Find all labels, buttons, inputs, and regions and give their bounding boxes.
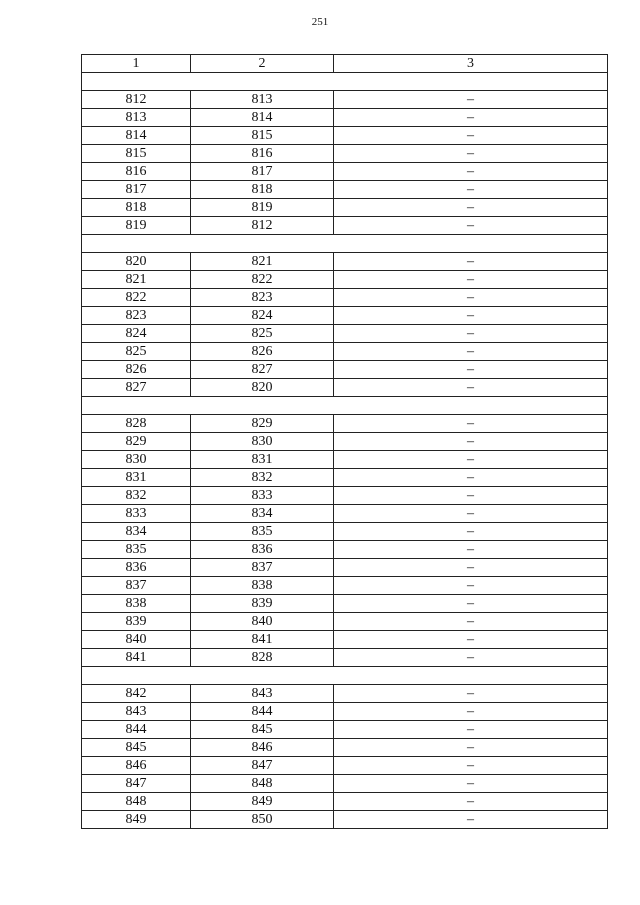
table-cell: 831 — [191, 451, 334, 469]
table-cell: – — [334, 217, 608, 235]
table-cell: 837 — [191, 559, 334, 577]
table-cell: 827 — [191, 361, 334, 379]
table-cell: 819 — [82, 217, 191, 235]
table-cell: – — [334, 289, 608, 307]
table-cell: 835 — [82, 541, 191, 559]
table-cell: 833 — [82, 505, 191, 523]
table-cell: – — [334, 325, 608, 343]
table-row — [82, 541, 608, 559]
data-table — [81, 54, 608, 829]
table-cell: – — [334, 757, 608, 775]
table-cell: 849 — [82, 811, 191, 829]
table-cell: 841 — [82, 649, 191, 667]
table-cell: 820 — [82, 253, 191, 271]
table-cell: 831 — [82, 469, 191, 487]
table-cell: 824 — [82, 325, 191, 343]
table-cell: 842 — [82, 685, 191, 703]
table-cell: – — [334, 181, 608, 199]
table-row — [82, 361, 608, 379]
table-cell: – — [334, 775, 608, 793]
table-cell: 829 — [191, 415, 334, 433]
table-cell: 817 — [191, 163, 334, 181]
group-separator-cell — [82, 397, 608, 415]
table-row — [82, 721, 608, 739]
table-row — [82, 109, 608, 127]
table-row — [82, 433, 608, 451]
table-cell: – — [334, 811, 608, 829]
table-row — [82, 523, 608, 541]
table-cell: 815 — [82, 145, 191, 163]
table-cell: 818 — [82, 199, 191, 217]
table-cell: – — [334, 307, 608, 325]
table-row — [82, 91, 608, 109]
table-row — [82, 757, 608, 775]
table-cell: – — [334, 631, 608, 649]
table-row — [82, 325, 608, 343]
table-cell: 847 — [82, 775, 191, 793]
table-cell: – — [334, 541, 608, 559]
table-cell: – — [334, 523, 608, 541]
table-cell: 812 — [82, 91, 191, 109]
table-row — [82, 739, 608, 757]
table-cell: – — [334, 451, 608, 469]
table-cell: 845 — [191, 721, 334, 739]
table-cell: – — [334, 253, 608, 271]
table-cell: – — [334, 469, 608, 487]
table-row — [82, 181, 608, 199]
table-cell: 822 — [82, 289, 191, 307]
table-cell: 840 — [82, 631, 191, 649]
table-row — [82, 127, 608, 145]
table-cell: 836 — [191, 541, 334, 559]
table-row — [82, 199, 608, 217]
table-cell: 825 — [82, 343, 191, 361]
table-cell: 838 — [191, 577, 334, 595]
table-cell: 813 — [82, 109, 191, 127]
table-cell: 821 — [82, 271, 191, 289]
group-separator-row — [82, 235, 608, 253]
table-cell: 838 — [82, 595, 191, 613]
table-row — [82, 415, 608, 433]
table-row — [82, 811, 608, 829]
table-cell: 843 — [191, 685, 334, 703]
table-cell: 821 — [191, 253, 334, 271]
table-cell: 824 — [191, 307, 334, 325]
table-row — [82, 469, 608, 487]
table-cell: 828 — [191, 649, 334, 667]
table-row — [82, 631, 608, 649]
table-cell: – — [334, 343, 608, 361]
page-number: 251 — [311, 16, 329, 28]
table-cell: – — [334, 199, 608, 217]
table-cell: – — [334, 379, 608, 397]
table-row — [82, 163, 608, 181]
table-cell: – — [334, 127, 608, 145]
table-cell: – — [334, 703, 608, 721]
table-cell: 825 — [191, 325, 334, 343]
table-cell: – — [334, 685, 608, 703]
table-cell: 848 — [191, 775, 334, 793]
table-cell: 832 — [191, 469, 334, 487]
table-cell: – — [334, 415, 608, 433]
table-cell: 826 — [82, 361, 191, 379]
table-cell: 837 — [82, 577, 191, 595]
table-cell: – — [334, 433, 608, 451]
group-separator-row — [82, 73, 608, 91]
table-row — [82, 703, 608, 721]
table-cell: 822 — [191, 271, 334, 289]
table-cell: – — [334, 613, 608, 631]
table-cell: 816 — [191, 145, 334, 163]
table-cell: 836 — [82, 559, 191, 577]
table-cell: 841 — [191, 631, 334, 649]
table-cell: 830 — [82, 451, 191, 469]
table-row — [82, 289, 608, 307]
table-cell: – — [334, 91, 608, 109]
table-cell: – — [334, 559, 608, 577]
table-cell: 843 — [82, 703, 191, 721]
table-cell: 850 — [191, 811, 334, 829]
table-row — [82, 775, 608, 793]
table-cell: 846 — [191, 739, 334, 757]
table-cell: 835 — [191, 523, 334, 541]
table-cell: 813 — [191, 91, 334, 109]
group-separator-cell — [82, 235, 608, 253]
table-cell: – — [334, 109, 608, 127]
table-body — [82, 73, 608, 829]
table-row — [82, 307, 608, 325]
header-row — [82, 55, 608, 73]
group-separator-row — [82, 667, 608, 685]
table-cell: 820 — [191, 379, 334, 397]
header-cell: 1 — [82, 55, 191, 73]
table-cell: 812 — [191, 217, 334, 235]
table-row — [82, 505, 608, 523]
table-cell: 826 — [191, 343, 334, 361]
table-row — [82, 217, 608, 235]
table-cell: 818 — [191, 181, 334, 199]
table-row — [82, 559, 608, 577]
table-row — [82, 343, 608, 361]
table-row — [82, 271, 608, 289]
table-cell: 840 — [191, 613, 334, 631]
table-cell: – — [334, 163, 608, 181]
table-row — [82, 487, 608, 505]
table-cell: 828 — [82, 415, 191, 433]
table-cell: 814 — [82, 127, 191, 145]
table-cell: 827 — [82, 379, 191, 397]
table-row — [82, 595, 608, 613]
table-cell: – — [334, 505, 608, 523]
table-row — [82, 649, 608, 667]
table-cell: 819 — [191, 199, 334, 217]
table-cell: 834 — [191, 505, 334, 523]
table-cell: 839 — [191, 595, 334, 613]
table-row — [82, 613, 608, 631]
table-cell: 816 — [82, 163, 191, 181]
group-separator-cell — [82, 73, 608, 91]
table-cell: 847 — [191, 757, 334, 775]
header-cell: 3 — [334, 55, 608, 73]
table-cell: 829 — [82, 433, 191, 451]
group-separator-cell — [82, 667, 608, 685]
table-cell: 844 — [191, 703, 334, 721]
table-row — [82, 577, 608, 595]
table-cell: – — [334, 595, 608, 613]
table-cell: – — [334, 721, 608, 739]
table-row — [82, 253, 608, 271]
table-cell: 846 — [82, 757, 191, 775]
table-cell: – — [334, 361, 608, 379]
table-cell: 823 — [82, 307, 191, 325]
table-row — [82, 379, 608, 397]
table-cell: – — [334, 649, 608, 667]
table-row — [82, 451, 608, 469]
table-cell: 833 — [191, 487, 334, 505]
table-cell: 817 — [82, 181, 191, 199]
table-cell: – — [334, 577, 608, 595]
table-cell: – — [334, 145, 608, 163]
table-cell: 839 — [82, 613, 191, 631]
table-cell: – — [334, 271, 608, 289]
table-cell: 823 — [191, 289, 334, 307]
table-cell: 815 — [191, 127, 334, 145]
table-cell: – — [334, 739, 608, 757]
group-separator-row — [82, 397, 608, 415]
table-cell: – — [334, 487, 608, 505]
table-cell: 834 — [82, 523, 191, 541]
table-row — [82, 145, 608, 163]
header-cell: 2 — [191, 55, 334, 73]
table-cell: 844 — [82, 721, 191, 739]
table-cell: 814 — [191, 109, 334, 127]
table-cell: 848 — [82, 793, 191, 811]
table-cell: 832 — [82, 487, 191, 505]
table-row — [82, 793, 608, 811]
table-cell: – — [334, 793, 608, 811]
table-row — [82, 685, 608, 703]
table-cell: 830 — [191, 433, 334, 451]
table-cell: 849 — [191, 793, 334, 811]
table-cell: 845 — [82, 739, 191, 757]
